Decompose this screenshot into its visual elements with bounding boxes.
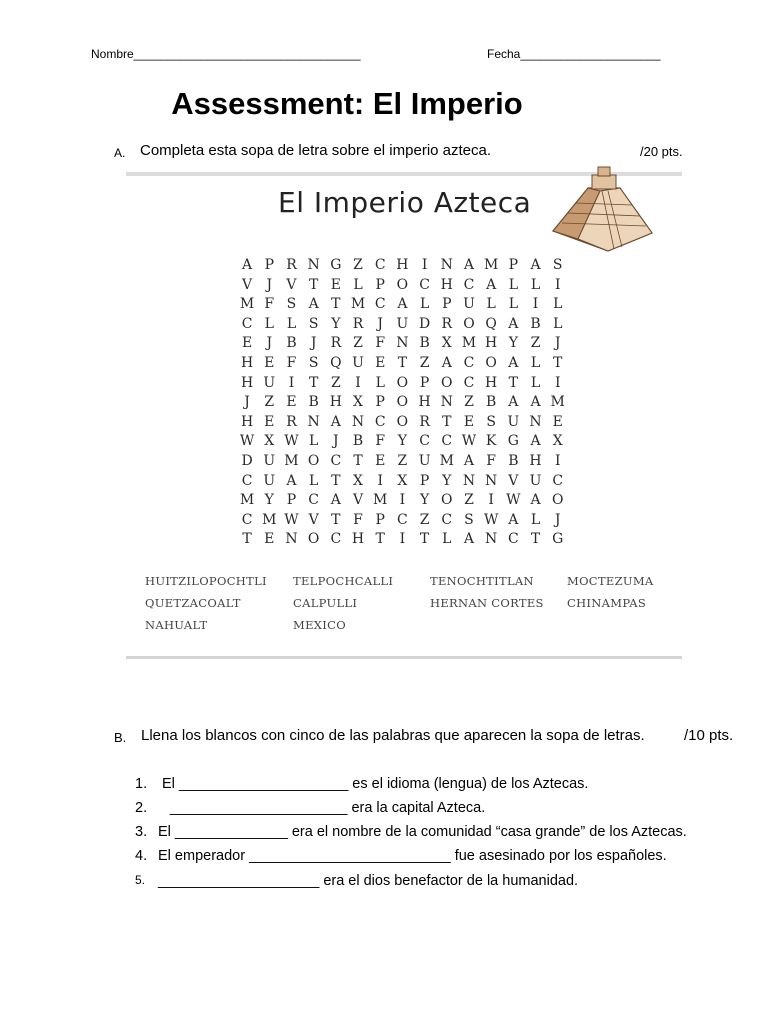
grid-row xyxy=(236,334,569,354)
grid-letter[interactable]: I xyxy=(488,492,494,509)
grid-letter[interactable]: R xyxy=(352,315,364,332)
grid-letter[interactable]: O xyxy=(396,374,409,391)
grid-letter[interactable]: C xyxy=(241,472,253,489)
grid-letter[interactable]: A xyxy=(330,492,341,509)
grid-letter[interactable]: B xyxy=(352,433,364,450)
grid-letter[interactable]: N xyxy=(440,394,453,411)
grid-letter[interactable]: F xyxy=(375,433,386,450)
grid-letter[interactable]: L xyxy=(353,276,363,293)
grid-row xyxy=(236,276,569,296)
grid-letter[interactable]: U xyxy=(263,452,276,469)
grid-letter[interactable]: I xyxy=(554,374,561,391)
grid-letter[interactable]: O xyxy=(551,492,564,509)
grid-letter[interactable]: O xyxy=(307,531,320,548)
grid-letter[interactable]: S xyxy=(486,413,496,430)
grid-letter[interactable]: M xyxy=(550,394,565,411)
grid-letter[interactable]: T xyxy=(397,354,408,371)
grid-letter[interactable]: O xyxy=(441,492,453,509)
grid-letter[interactable]: T xyxy=(353,452,363,469)
grid-letter[interactable]: L xyxy=(309,433,319,450)
grid-letter[interactable]: W xyxy=(461,433,477,450)
grid-letter[interactable]: L xyxy=(530,511,541,528)
grid-letter[interactable]: K xyxy=(485,433,497,450)
grid-letter[interactable]: A xyxy=(308,296,319,313)
grid-letter[interactable]: H xyxy=(240,413,254,430)
grid-letter[interactable]: S xyxy=(308,315,319,332)
grid-letter[interactable]: J xyxy=(310,335,317,352)
grid-row xyxy=(236,432,569,452)
grid-letter[interactable]: U xyxy=(396,315,409,332)
grid-letter[interactable]: I xyxy=(399,531,406,548)
grid-letter[interactable]: C xyxy=(441,511,453,528)
grid-letter[interactable]: X xyxy=(552,433,563,450)
grid-letter[interactable]: Z xyxy=(397,452,408,469)
grid-letter[interactable]: R xyxy=(286,257,297,273)
grid-letter[interactable]: L xyxy=(553,315,563,332)
grid-letter[interactable]: N xyxy=(285,531,298,548)
grid-letter[interactable]: I xyxy=(421,257,428,273)
question-number: 4. xyxy=(135,848,148,864)
grid-letter[interactable]: M xyxy=(284,452,299,469)
grid-letter[interactable]: W xyxy=(239,433,255,450)
grid-letter[interactable]: J xyxy=(377,315,384,332)
grid-letter[interactable]: U xyxy=(529,472,542,489)
grid-letter[interactable]: C xyxy=(374,257,386,273)
grid-letter[interactable]: C xyxy=(463,276,475,293)
grid-letter[interactable]: S xyxy=(308,354,319,371)
grid-letter[interactable]: I xyxy=(532,296,539,313)
question-number: 3. xyxy=(135,824,148,840)
grid-letter[interactable]: T xyxy=(242,531,252,548)
grid-letter[interactable]: L xyxy=(508,296,518,313)
grid-letter[interactable]: M xyxy=(262,511,277,528)
grid-letter[interactable]: B xyxy=(530,315,541,332)
grid-letter[interactable]: H xyxy=(440,276,453,293)
grid-letter[interactable]: W xyxy=(483,511,499,528)
grid-letter[interactable]: N xyxy=(529,413,542,430)
grid-letter[interactable]: A xyxy=(508,354,519,371)
grid-letter[interactable]: Z xyxy=(419,511,430,528)
grid-letter[interactable]: N xyxy=(485,531,498,548)
grid-letter[interactable]: Z xyxy=(264,394,275,411)
grid-letter[interactable]: X xyxy=(353,472,364,489)
grid-letter[interactable]: Y xyxy=(331,315,341,332)
grid-letter[interactable]: L xyxy=(264,315,274,332)
section-b-points: /10 pts. xyxy=(684,727,734,744)
grid-letter[interactable]: S xyxy=(464,511,474,528)
grid-letter[interactable]: O xyxy=(396,276,409,293)
grid-letter[interactable]: W xyxy=(284,511,299,528)
grid-letter[interactable]: P xyxy=(375,394,385,411)
grid-letter[interactable]: T xyxy=(308,276,319,293)
grid-letter[interactable]: H xyxy=(418,394,431,411)
grid-letter[interactable]: U xyxy=(263,472,276,489)
grid-letter[interactable]: R xyxy=(286,413,297,430)
grid-letter[interactable]: L xyxy=(486,296,496,313)
grid-letter[interactable]: L xyxy=(309,472,319,489)
question-number: 5. xyxy=(135,873,146,887)
section-a-points: /20 pts. xyxy=(640,144,683,159)
pyramid-icon xyxy=(548,163,658,253)
grid-letter[interactable]: M xyxy=(350,296,366,313)
grid-letter[interactable]: C xyxy=(419,276,430,293)
word-bank-item: MEXICO xyxy=(293,618,346,632)
word-bank-item: TENOCHTITLAN xyxy=(430,574,534,588)
grid-letter[interactable]: J xyxy=(266,335,273,352)
grid-letter[interactable]: L xyxy=(530,276,541,293)
grid-letter[interactable]: C xyxy=(441,433,453,450)
grid-letter[interactable]: T xyxy=(308,374,319,391)
grid-letter[interactable]: A xyxy=(530,433,541,450)
grid-letter[interactable]: N xyxy=(307,413,320,430)
grid-letter[interactable]: N xyxy=(307,257,320,273)
grid-letter[interactable]: A xyxy=(530,257,541,273)
grid-letter[interactable]: H xyxy=(329,394,342,411)
grid-letter[interactable]: X xyxy=(264,433,275,450)
grid-letter[interactable]: L xyxy=(375,374,385,391)
grid-letter[interactable]: T xyxy=(331,472,341,489)
grid-letter[interactable]: G xyxy=(507,433,519,450)
grid-letter[interactable]: J xyxy=(266,276,273,293)
grid-letter[interactable]: I xyxy=(399,492,406,509)
grid-letter[interactable]: F xyxy=(286,354,297,371)
grid-letter[interactable]: R xyxy=(419,413,430,430)
grid-letter[interactable]: T xyxy=(553,354,563,371)
grid-letter[interactable]: H xyxy=(396,257,409,273)
grid-letter[interactable]: D xyxy=(418,315,431,332)
grid-letter[interactable]: O xyxy=(441,374,453,391)
grid-letter[interactable]: H xyxy=(240,374,254,391)
grid-letter[interactable]: T xyxy=(508,374,519,391)
grid-letter[interactable]: A xyxy=(242,257,253,273)
grid-letter[interactable]: M xyxy=(239,296,255,313)
grid-letter[interactable]: B xyxy=(419,335,430,352)
grid-letter[interactable]: I xyxy=(288,374,295,391)
grid-row xyxy=(236,354,569,374)
grid-letter[interactable]: L xyxy=(530,374,541,391)
grid-letter[interactable]: C xyxy=(552,472,564,489)
grid-letter[interactable]: C xyxy=(374,296,386,313)
grid-letter[interactable]: B xyxy=(508,452,519,469)
grid-letter[interactable]: U xyxy=(507,413,520,430)
grid-letter[interactable]: Z xyxy=(353,335,363,352)
grid-row xyxy=(236,315,569,335)
grid-letter[interactable]: P xyxy=(375,511,385,528)
grid-letter[interactable]: N xyxy=(485,472,498,489)
question-number: 1. xyxy=(135,776,148,792)
grid-letter[interactable]: P xyxy=(375,276,385,293)
grid-letter[interactable]: L xyxy=(419,296,430,313)
grid-letter[interactable]: M xyxy=(461,335,477,352)
nombre-field[interactable]: Nombre__________________________________ xyxy=(91,47,361,61)
grid-letter[interactable]: Y xyxy=(442,472,452,489)
grid-letter[interactable]: O xyxy=(485,354,497,371)
grid-letter[interactable]: V xyxy=(308,511,319,528)
fecha-field[interactable]: Fecha_____________________ xyxy=(487,47,661,61)
grid-letter[interactable]: C xyxy=(374,413,386,430)
grid-letter[interactable]: S xyxy=(552,257,563,273)
grid-letter[interactable]: C xyxy=(507,531,519,548)
grid-letter[interactable]: T xyxy=(375,531,385,548)
grid-letter[interactable]: R xyxy=(441,315,453,332)
grid-letter[interactable]: A xyxy=(286,472,297,489)
grid-letter[interactable]: T xyxy=(442,413,452,430)
grid-letter[interactable]: F xyxy=(264,296,275,313)
grid-letter[interactable]: U xyxy=(263,374,276,391)
grid-letter[interactable]: E xyxy=(286,394,297,411)
grid-letter[interactable]: D xyxy=(241,452,253,469)
grid-letter[interactable]: C xyxy=(330,531,342,548)
grid-letter[interactable]: H xyxy=(529,452,542,469)
grid-letter[interactable]: F xyxy=(486,452,497,469)
grid-letter[interactable]: E xyxy=(375,452,386,469)
grid-letter[interactable]: E xyxy=(552,413,563,430)
grid-letter[interactable]: P xyxy=(264,257,274,273)
grid-letter[interactable]: O xyxy=(396,394,409,411)
grid-letter[interactable]: L xyxy=(286,315,297,332)
grid-letter[interactable]: L xyxy=(530,354,541,371)
grid-row xyxy=(236,413,569,433)
grid-letter[interactable]: A xyxy=(397,296,408,313)
grid-row xyxy=(236,295,569,315)
grid-letter[interactable]: T xyxy=(331,511,341,528)
grid-row xyxy=(236,374,569,394)
grid-letter[interactable]: J xyxy=(554,511,561,528)
grid-letter[interactable]: F xyxy=(375,335,386,352)
grid-letter[interactable]: F xyxy=(353,511,363,528)
grid-letter[interactable]: Z xyxy=(330,374,341,391)
section-a-letter: A. xyxy=(114,146,126,160)
word-bank-item: QUETZACOALT xyxy=(145,596,241,610)
grid-letter[interactable]: C xyxy=(241,315,253,332)
grid-letter[interactable]: T xyxy=(419,531,430,548)
grid-letter[interactable]: A xyxy=(530,394,541,411)
grid-letter[interactable]: P xyxy=(419,472,430,489)
page-title-text: Assessment: El Imperio xyxy=(171,86,523,121)
grid-row xyxy=(236,256,569,276)
grid-letter[interactable]: L xyxy=(553,296,563,313)
grid-letter[interactable]: S xyxy=(286,296,297,313)
grid-letter[interactable]: E xyxy=(375,354,386,371)
word-bank-item: CHINAMPAS xyxy=(567,596,647,610)
grid-letter[interactable]: Y xyxy=(508,335,518,352)
grid-letter[interactable]: E xyxy=(264,531,275,548)
fill-in-blank-question[interactable]: ______________________ era la capital Azteca. xyxy=(170,800,486,816)
grid-letter[interactable]: I xyxy=(554,276,561,293)
grid-letter[interactable]: U xyxy=(418,452,431,469)
grid-letter[interactable]: Z xyxy=(530,335,541,352)
grid-row xyxy=(236,472,569,492)
grid-letter[interactable]: T xyxy=(331,296,341,313)
grid-letter[interactable]: I xyxy=(377,472,383,489)
grid-letter[interactable]: A xyxy=(530,492,541,509)
grid-letter[interactable]: N xyxy=(396,335,409,352)
grid-letter[interactable]: U xyxy=(463,296,475,313)
word-bank-item: HERNAN CORTES xyxy=(430,596,544,610)
grid-letter[interactable]: Y xyxy=(419,492,430,509)
word-bank-item: NAHUALT xyxy=(145,618,208,632)
grid-letter[interactable]: H xyxy=(351,531,365,548)
grid-letter[interactable]: G xyxy=(552,531,564,548)
grid-letter[interactable]: B xyxy=(308,394,319,411)
grid-letter[interactable]: X xyxy=(441,335,452,352)
grid-letter[interactable]: N xyxy=(351,413,365,430)
grid-letter[interactable]: J xyxy=(333,433,339,450)
grid-letter[interactable]: V xyxy=(508,472,519,489)
grid-letter[interactable]: Y xyxy=(397,433,408,450)
question-number: 2. xyxy=(135,800,148,816)
grid-letter[interactable]: V xyxy=(286,276,297,293)
grid-letter[interactable]: C xyxy=(397,511,408,528)
grid-letter[interactable]: E xyxy=(463,413,475,430)
page-title xyxy=(0,86,768,122)
grid-letter[interactable]: A xyxy=(463,452,475,469)
grid-letter[interactable]: L xyxy=(508,276,518,293)
grid-letter[interactable]: Q xyxy=(330,354,342,371)
grid-letter[interactable]: G xyxy=(330,257,342,273)
grid-letter[interactable]: H xyxy=(240,354,254,371)
grid-letter[interactable]: Z xyxy=(419,354,430,371)
word-bank-item: TELPOCHCALLI xyxy=(293,574,394,588)
grid-letter[interactable]: P xyxy=(442,296,452,313)
grid-letter[interactable]: T xyxy=(530,531,541,548)
grid-letter[interactable]: H xyxy=(485,335,498,352)
grid-letter[interactable]: E xyxy=(264,413,275,430)
grid-letter[interactable]: A xyxy=(508,315,519,332)
grid-letter[interactable]: L xyxy=(442,531,452,548)
grid-letter[interactable]: X xyxy=(353,394,364,411)
grid-letter[interactable]: Y xyxy=(264,492,274,509)
grid-letter[interactable]: A xyxy=(330,413,341,430)
grid-letter[interactable]: U xyxy=(352,354,364,371)
section-b-instruction: Llena los blancos con cinco de las palabras que aparecen la sopa de letras. xyxy=(141,727,645,744)
grid-letter[interactable]: E xyxy=(330,276,341,293)
grid-letter[interactable]: P xyxy=(286,492,297,509)
grid-letter[interactable]: M xyxy=(483,257,499,273)
letter-grid xyxy=(236,256,569,550)
word-bank-item: CALPULLI xyxy=(293,596,358,610)
grid-letter[interactable]: H xyxy=(485,374,498,391)
grid-letter[interactable]: O xyxy=(307,452,320,469)
puzzle-title: El Imperio Azteca xyxy=(278,186,532,219)
grid-letter[interactable]: Z xyxy=(353,257,363,273)
grid-letter[interactable]: A xyxy=(508,394,519,411)
grid-letter[interactable]: C xyxy=(241,511,253,528)
grid-letter[interactable]: O xyxy=(396,413,409,430)
grid-letter[interactable]: C xyxy=(330,452,342,469)
grid-letter[interactable]: W xyxy=(506,492,521,509)
grid-row xyxy=(236,511,569,531)
grid-letter[interactable]: W xyxy=(284,433,299,450)
grid-row xyxy=(236,491,569,511)
fill-in-blank-question[interactable]: El emperador _________________________ fue asesinado por los españoles. xyxy=(158,848,667,864)
grid-letter[interactable]: A xyxy=(486,276,497,293)
grid-letter[interactable]: C xyxy=(308,492,320,509)
grid-letter[interactable]: E xyxy=(264,354,275,371)
grid-letter[interactable]: R xyxy=(330,335,342,352)
word-bank-item: HUITZILOPOCHTLI xyxy=(145,574,267,588)
grid-letter[interactable]: B xyxy=(486,394,497,411)
grid-letter[interactable]: Q xyxy=(485,315,497,332)
grid-letter[interactable]: A xyxy=(463,257,475,273)
grid-letter[interactable]: C xyxy=(463,374,475,391)
grid-letter[interactable]: P xyxy=(508,257,519,273)
grid-letter[interactable]: I xyxy=(554,452,561,469)
grid-letter[interactable]: N xyxy=(462,472,476,489)
fill-in-blank-question[interactable]: El _____________________ es el idioma (lengua) de los Aztecas. xyxy=(162,776,589,792)
grid-letter[interactable]: M xyxy=(239,492,255,509)
grid-letter[interactable]: C xyxy=(463,354,475,371)
grid-row xyxy=(236,452,569,472)
grid-letter[interactable]: A xyxy=(508,511,519,528)
grid-letter[interactable]: P xyxy=(419,374,430,391)
grid-letter[interactable]: B xyxy=(286,335,297,352)
grid-letter[interactable]: J xyxy=(244,394,250,411)
fill-in-blank-question[interactable]: ____________________ era el dios benefactor de la humanidad. xyxy=(158,873,579,889)
grid-letter[interactable]: M xyxy=(373,492,388,509)
word-bank-item: MOCTEZUMA xyxy=(567,574,654,588)
grid-letter[interactable]: I xyxy=(355,374,361,391)
section-b-letter: B. xyxy=(114,730,127,745)
grid-letter[interactable]: V xyxy=(242,276,253,293)
fill-in-blank-question[interactable]: El ______________ era el nombre de la comunidad “casa grande” de los Aztecas. xyxy=(158,824,687,840)
grid-letter[interactable]: M xyxy=(439,452,454,469)
grid-letter[interactable]: A xyxy=(441,354,452,371)
grid-letter[interactable]: X xyxy=(397,472,408,489)
section-a-instruction: Completa esta sopa de letra sobre el imperio azteca. xyxy=(140,142,492,159)
grid-letter[interactable]: J xyxy=(554,335,561,352)
grid-letter[interactable]: V xyxy=(352,492,364,509)
grid-letter[interactable]: Z xyxy=(464,394,474,411)
grid-letter[interactable]: O xyxy=(463,315,475,332)
grid-row xyxy=(236,530,569,550)
grid-letter[interactable]: E xyxy=(241,335,253,352)
grid-letter[interactable]: N xyxy=(440,257,453,273)
grid-letter[interactable]: Z xyxy=(464,492,474,509)
grid-letter[interactable]: A xyxy=(463,531,475,548)
grid-row xyxy=(236,393,569,413)
grid-letter[interactable]: C xyxy=(419,433,430,450)
